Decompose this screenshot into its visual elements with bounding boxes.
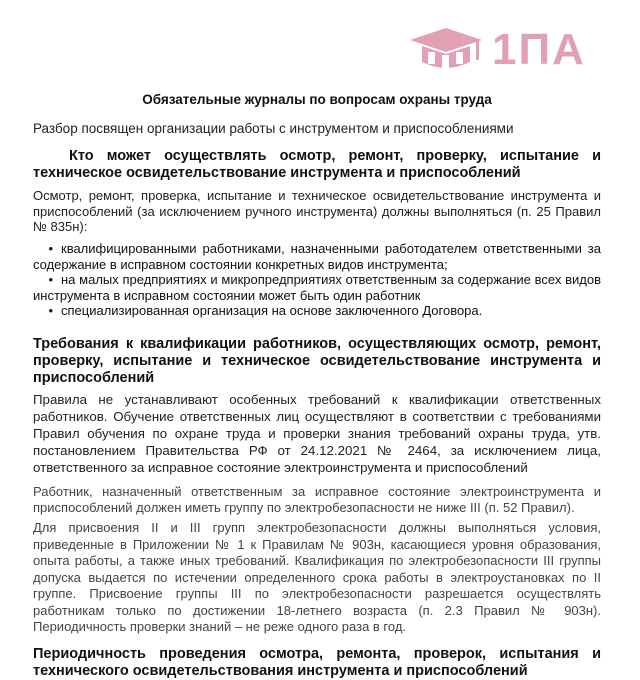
section-heading-periodicity: Периодичность проведения осмотра, ремонта, проверок, испытания и технического освидетельствования инструмента и приспособлений bbox=[33, 646, 601, 679]
list-item: • квалифицированными работниками, назначенными работодателем ответственными за содержание в исправном состоянии конкретных видов инструмента; bbox=[33, 241, 601, 272]
paragraph-electric-group: Работник, назначенный ответственным за исправное состояние электроинструмента и приспособлений должен иметь группу по электробезопасности не ниже III (п. 52 Правил). bbox=[33, 484, 601, 515]
document-title: Обязательные журналы по вопросам охраны труда bbox=[142, 92, 492, 107]
document-subtitle: Разбор посвящен организации работы с инструментом и приспособлениями bbox=[33, 121, 514, 136]
paragraph-qualification: Правила не устанавливают особенных требований к квалификации ответственных работников. Обучение ответственных лиц осуществляют в соответствии с требованиями Правил обучения по охране труда и проверки знания требований охраны труда, утв. постановлением Правительства РФ от 24.12.2021 № 2464, за исключением лица, ответственного за исправное состояние электроинструмента и приспособлений bbox=[33, 392, 601, 475]
list-item-text: квалифицированными работниками, назначенными работодателем ответственными за содержание в исправном состоянии конкретных видов инструмента; bbox=[33, 241, 601, 272]
section-heading-qualification: Требования к квалификации работников, осуществляющих осмотр, ремонт, проверку, испытание и техническое освидетельствование инструмента и приспособлений bbox=[33, 336, 601, 386]
paragraph-intro: Осмотр, ремонт, проверка, испытание и техническое освидетельствование инструмента и приспособлений (за исключением ручного инструмента) должны выполняться (п. 25 Правил № 835н): bbox=[33, 188, 601, 234]
section-heading-who bbox=[33, 148, 601, 182]
list-item-text: специализированная организация на основе заключенного Договора. bbox=[61, 303, 483, 318]
responsible-list bbox=[33, 241, 601, 319]
list-item-text: на малых предприятиях и микропредприятиях ответственным за содержание всех видов инструмента в исправном состоянии может быть один работник bbox=[33, 272, 601, 303]
list-item: • на малых предприятиях и микропредприятиях ответственным за содержание всех видов инструмента в исправном состоянии может быть один работник bbox=[33, 272, 601, 303]
logo-text: 1ПА bbox=[492, 25, 586, 74]
list-item: • специализированная организация на основе заключенного Договора. bbox=[48, 303, 483, 318]
section-heading-text: Кто может осуществлять осмотр, ремонт, проверку, испытание и техническое освидетельствование инструмента и приспособлений bbox=[33, 148, 601, 181]
logo bbox=[406, 22, 602, 78]
graduation-cap-icon bbox=[406, 22, 486, 78]
paragraph-group-assignment: Для присвоения II и III групп электробезопасности должны выполняться условия, приведенные в Приложении № 1 к Правилам № 903н, касающиеся уровня образования, опыта работы, а также иных требований. Квалификация по электробезопасности III группы допуска выдается по истечении определенного срока работы в электроустановках по II группе. Присвоение группы III по электробезопасности разрешается осуществлять работникам только по достижении 18-летнего возраста (п. 2.3 Правил № 903н). Периодичность проверки знаний – не реже одного раза в год. bbox=[33, 520, 601, 634]
